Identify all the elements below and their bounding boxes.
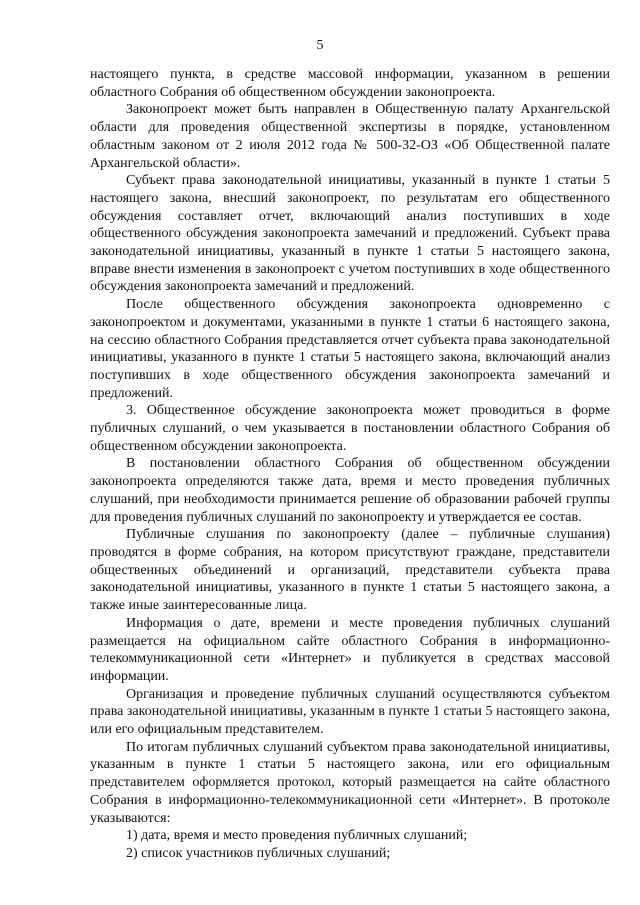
paragraph-after-discussion: После общественного обсуждения законопроекта одновременно с законопроектом и документами, указанными в пункте 1 статьи 6 настоящего закона, на сессию областного Собрания представляется отчет субъекта права законодательной инициативы, указанного в пункте 1 статьи 5 настоящего закона, включающий анализ поступивших в ходе общественного обсуждения законопроекта замечаний и предложений. bbox=[90, 297, 610, 401]
page-number: 5 bbox=[316, 38, 324, 53]
paragraph-organization: Организация и проведение публичных слушаний осуществляются субъектом права законодательной инициативы, указанным в пункте 1 статьи 5 настоящего закона, или его официальным представителем. bbox=[90, 686, 610, 738]
paragraph-hearings-info: Информация о дате, времени и месте проведения публичных слушаний размещается на официальном сайте областного Собрания в информационно-телекоммуникационной сети «Интернет» и публикуется в средствах массовой информации. bbox=[90, 615, 610, 684]
paragraph-item-3: 3. Общественное обсуждение законопроекта может проводиться в форме публичных слушаний, о чем указывается в постановлении областного Собрания об общественном обсуждении законопроекта. bbox=[90, 403, 610, 454]
document-body bbox=[90, 66, 610, 863]
paragraph-continuation: настоящего пункта, в средстве массовой информации, указанном в решении областного Собрания об общественном обсуждении законопроекта. bbox=[90, 67, 610, 100]
list-item-1: 1) дата, время и место проведения публичных слушаний; bbox=[126, 828, 468, 844]
paragraph-protocol: По итогам публичных слушаний субъектом права законодательной инициативы, указанным в пункте 1 статьи 5 настоящего закона, или его официальным представителем оформляется протокол, который размещается на сайте областного Собрания в информационно-телекоммуникационной сети «Интернет». В протоколе указываются: bbox=[90, 739, 610, 826]
paragraph-resolution: В постановлении областного Собрания об общественном обсуждении законопроекта определяются также дата, время и место проведения публичных слушаний, при необходимости принимается решение об образовании рабочей группы для проведения публичных слушаний по законопроекту и утверждается ее состав. bbox=[90, 456, 610, 525]
paragraph-report: Субъект права законодательной инициативы, указанный в пункте 1 статьи 5 настоящего закона, внесший законопроект, по результатам его общественного обсуждения составляет отчет, включающий анализ поступивших в ходе общественного обсуждения законопроекта замечаний и предложений. Субъект права законодательной инициативы, указанный в пункте 1 статьи 5 настоящего закона, вправе внести изменения в законопроект с учетом поступивших в ходе общественного обсуждения законопроекта замечаний и предложений. bbox=[90, 173, 610, 295]
list-item-2: 2) список участников публичных слушаний; bbox=[126, 845, 391, 861]
paragraph-public-chamber: Законопроект может быть направлен в Общественную палату Архангельской области для проведения общественной экспертизы в порядке, установленном областным законом от 2 июля 2012 года № 500-32-ОЗ «Об Общественной палате Архангельской области». bbox=[90, 102, 610, 171]
paragraph-hearings-form: Публичные слушания по законопроекту (далее – публичные слушания) проводятся в форме собрания, на котором присутствуют граждане, представители общественных объединений и организаций, представители субъекта права законодательной инициативы, указанного в пункте 1 статьи 5 настоящего закона, а также иные заинтересованные лица. bbox=[90, 527, 610, 614]
